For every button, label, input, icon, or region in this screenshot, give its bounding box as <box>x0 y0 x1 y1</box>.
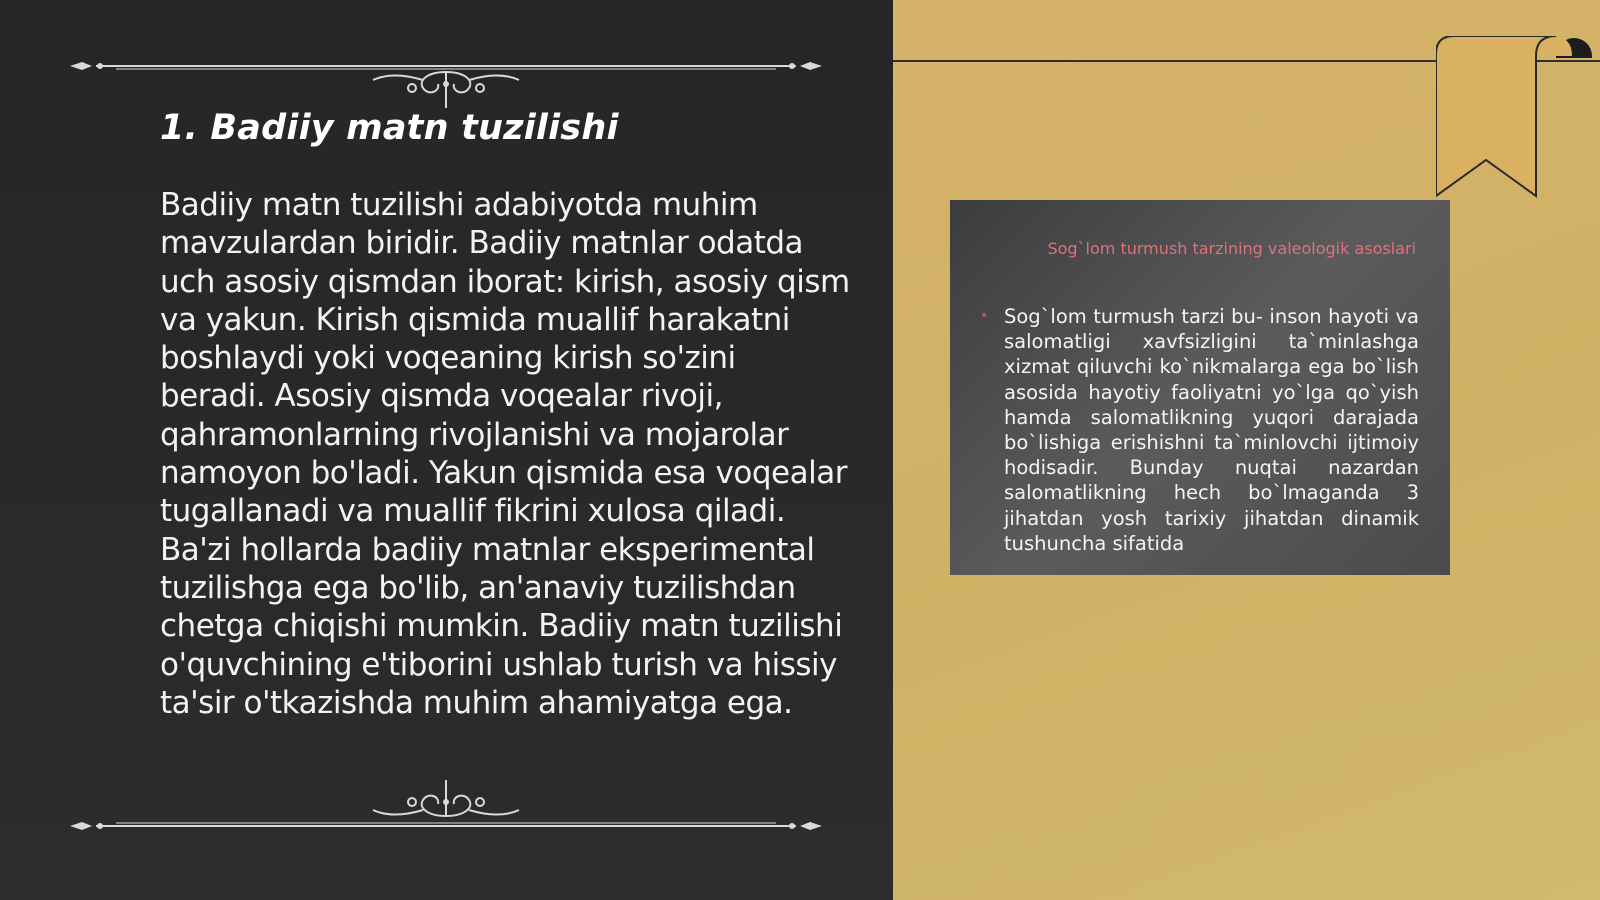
top-flourish-divider-icon <box>68 50 824 110</box>
card-title: Sog`lom turmush tarzining valeologik asoslari <box>1047 239 1416 258</box>
bullet-icon: • <box>980 308 989 324</box>
bottom-flourish-divider-icon <box>68 770 824 830</box>
card-bullet-text: Sog`lom turmush tarzi bu- inson hayoti va salomatligi xavfsizligini ta`minlashga xizmat qiluvchi ko`nikmalarga ega bo`lish asosida hayotiy faoliyatni yo`lga qo`yish hamda salomatlikning yuqori darajada bo`lishiga erishishni ta`minlovchi ijtimoiy hodisadir. Bunday nuqtai nazardan salomatlikning hech bo`lmaganda 3 jihatdan yosh tarixiy jihatdan dinamik tushuncha sifatida <box>1004 305 1419 555</box>
slide-title: 1. Badiiy matn tuzilishi <box>160 108 619 148</box>
ribbon-bookmark-icon <box>1436 36 1596 206</box>
info-card <box>950 200 1450 575</box>
slide-body-text: Badiiy matn tuzilishi adabiyotda muhim mavzulardan biridir. Badiiy matnlar odatda uch asosiy qismdan iborat: kirish, asosiy qism va yakun. Kirish qismida muallif harakatni boshlaydi yoki voqeaning kirish so'zini beradi. Asosiy qismda voqealar rivoji, qahramonlarning rivojlanishi va mojarolar namoyon bo'ladi. Yakun qismida esa voqealar tugallanadi va muallif fikrini xulosa qiladi. Ba'zi hollarda badiiy matnlar eksperimental tuzilishga ega bo'lib, an'anaviy tuzilishdan chetga chiqishi mumkin. Badiiy matn tuzilishi o'quvchining e'tiborini ushlab turish va hissiy ta'sir o'tkazishda muhim ahamiyatga ega. <box>160 187 850 721</box>
